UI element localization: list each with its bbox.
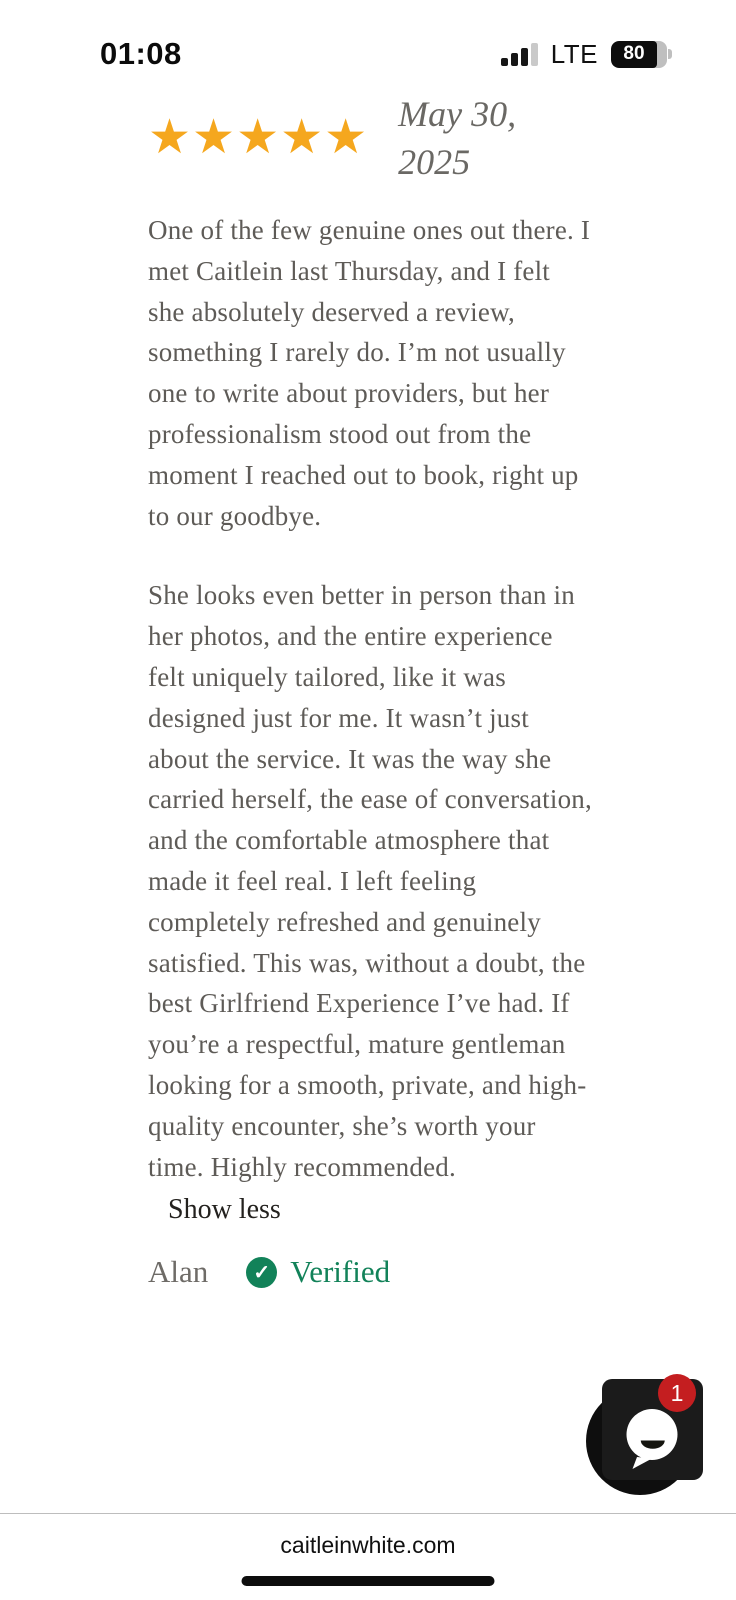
show-less-button[interactable]: Show less	[168, 1189, 281, 1230]
unread-count-badge: 1	[658, 1374, 696, 1412]
status-bar-right	[501, 39, 672, 70]
verified-badge	[246, 1252, 390, 1292]
review-card	[0, 78, 736, 1292]
chat-launcher-button[interactable]	[602, 1379, 703, 1480]
battery-icon	[611, 41, 672, 68]
rating-row	[148, 90, 592, 186]
reviewer-row	[148, 1252, 592, 1292]
star-icon: ★	[192, 111, 237, 164]
review-date: May 30, 2025	[398, 94, 517, 182]
chat-bubble-icon	[616, 1403, 688, 1480]
review-paragraph: She looks even better in person than in her photos, and the entire experience felt uniquely tailored, like it was designed just for me. It wasn’t just about the service. It was the way she carried herself, the ease of conversation, and the comfortable atmosphere that made it feel real. I left feeling completely refreshed and genuinely satisfied. This was, without a doubt, the best Girlfriend Experience I’ve had. If you’re a respectful, mature gentleman looking for a smooth, private, and high-quality encounter, she’s worth your time. Highly recommended.	[148, 580, 592, 1182]
reviewer-name: Alan	[148, 1254, 209, 1290]
verified-check-icon: ✓	[246, 1257, 277, 1288]
verified-label: Verified	[290, 1254, 391, 1290]
home-indicator[interactable]	[242, 1576, 495, 1586]
star-icon: ★	[280, 111, 325, 164]
star-icon: ★	[236, 111, 281, 164]
review-paragraph: One of the few genuine ones out there. I met Caitlein last Thursday, and I felt she absolutely deserved a review, something I rarely do. I’m not usually one to write about providers, but her professionalism stood out from the moment I reached out to book, right up to our goodbye.	[148, 215, 591, 531]
url-label[interactable]: caitleinwhite.com	[280, 1532, 456, 1558]
star-rating	[148, 111, 369, 164]
status-time: 01:08	[100, 36, 182, 71]
network-type-label: LTE	[550, 38, 598, 69]
star-icon: ★	[148, 111, 193, 164]
cellular-signal-icon	[501, 43, 538, 66]
status-bar	[0, 0, 736, 78]
star-icon: ★	[324, 111, 369, 164]
review-body	[148, 210, 592, 1187]
battery-cap	[668, 49, 672, 59]
browser-bottom-bar[interactable]	[0, 1513, 736, 1600]
battery-percent: 80	[623, 43, 645, 64]
